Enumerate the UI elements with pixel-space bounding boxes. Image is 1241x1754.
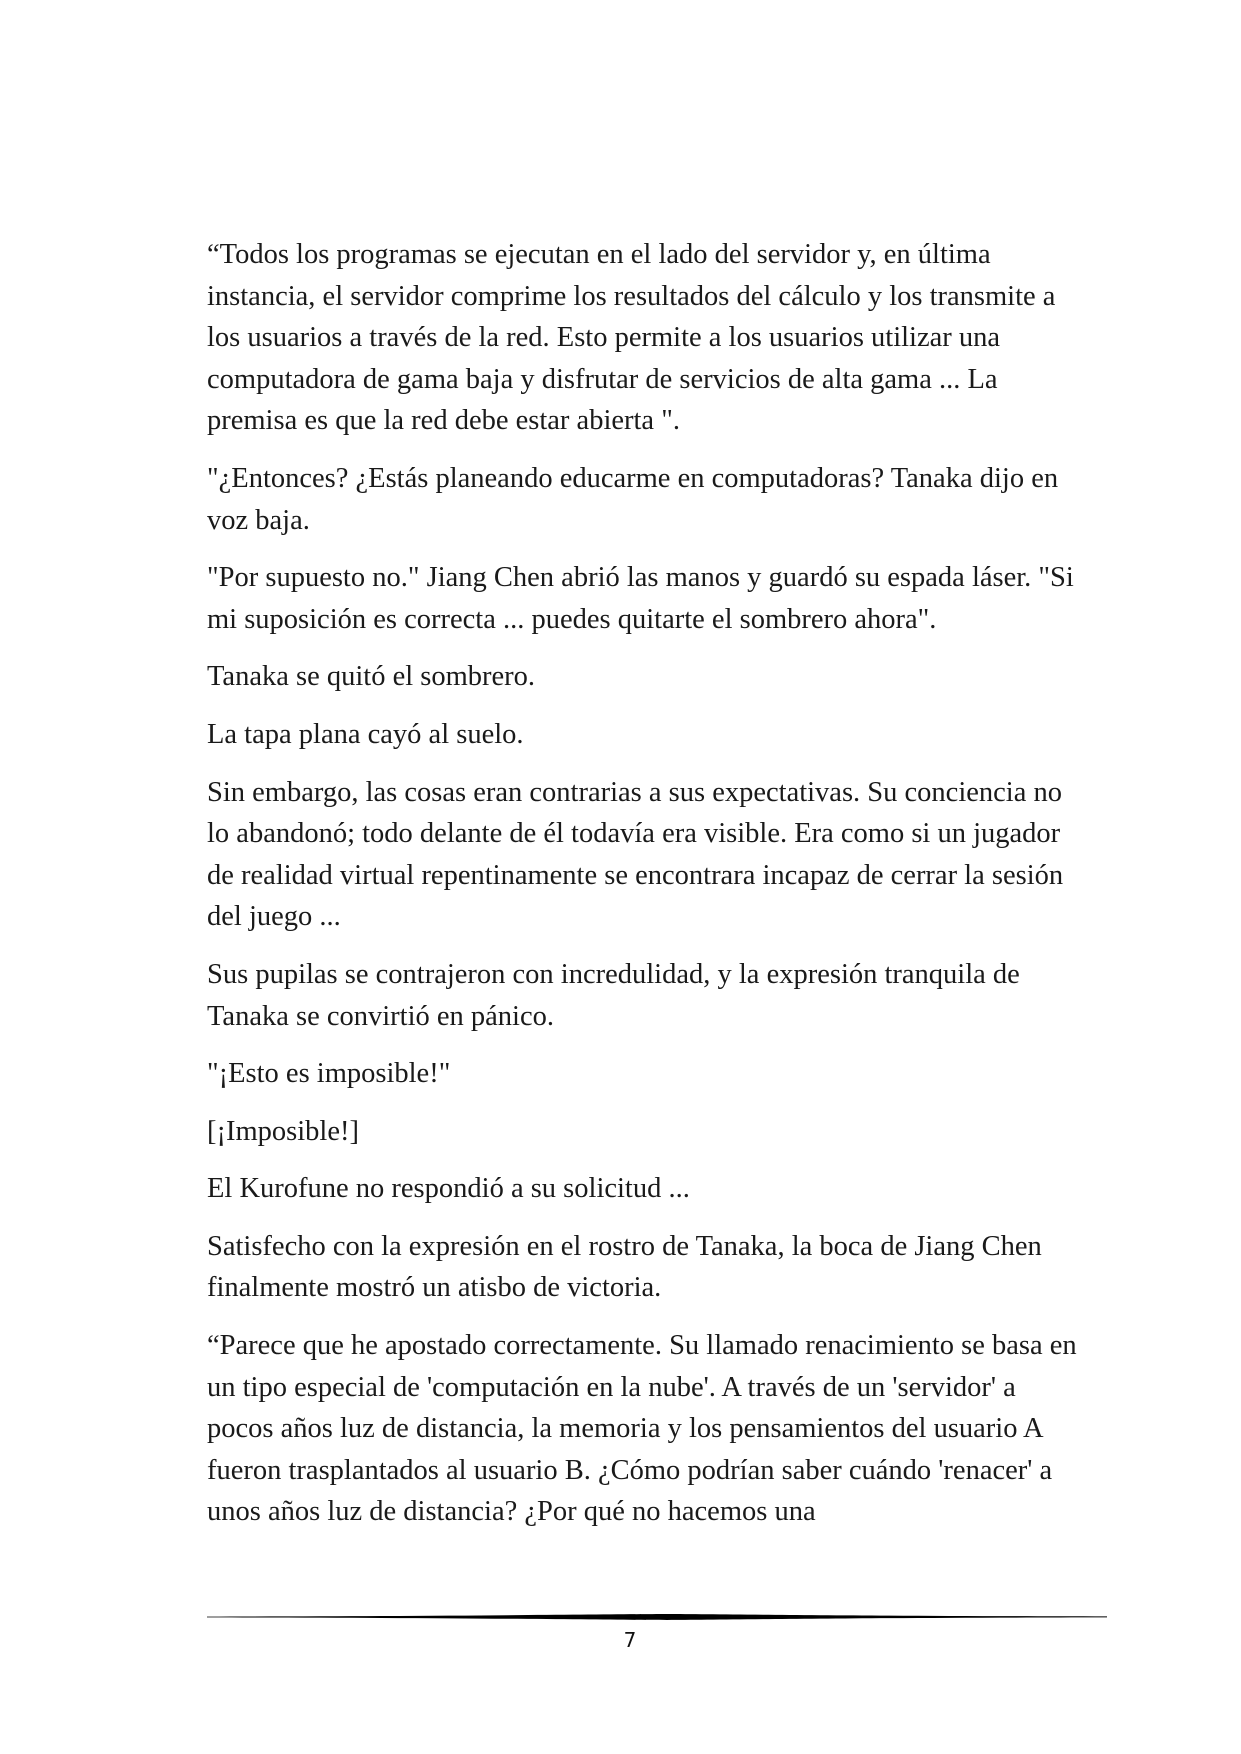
- paragraph: Sus pupilas se contrajeron con incredulidad, y la expresión tranquila de Tanaka se convirtió en pánico.: [207, 958, 1020, 1032]
- paragraph: "¿Entonces? ¿Estás planeando educarme en computadoras? Tanaka dijo en voz baja.: [207, 462, 1059, 536]
- footer-divider-stroke: [207, 1614, 1107, 1620]
- paragraph: Tanaka se quitó el sombrero.: [207, 661, 536, 693]
- page-number: 7: [623, 1628, 637, 1652]
- paragraph: La tapa plana cayó al suelo.: [207, 718, 524, 750]
- paragraph: [¡Imposible!]: [207, 1115, 359, 1147]
- paragraph: Sin embargo, las cosas eran contrarias a sus expectativas. Su conciencia no lo abandonó; todo delante de él todavía era visible. Era como si un jugador de realidad virtual repentinamente se encontrara incapaz de cerrar la sesión del juego ...: [207, 776, 1064, 933]
- paragraph: “Todos los programas se ejecutan en el lado del servidor y, en última instancia, el servidor comprime los resultados del cálculo y los transmite a los usuarios a través de la red. Esto permite a los usuarios utilizar una computadora de gama baja y disfrutar de servicios de alta gama ... La premisa es que la red debe estar abierta ".: [207, 239, 1056, 437]
- paragraph: El Kurofune no respondió a su solicitud ...: [207, 1173, 690, 1205]
- paragraph: “Parece que he apostado correctamente. Su llamado renacimiento se basa en un tipo especial de 'computación en la nube'. A través de un 'servidor' a pocos años luz de distancia, la memoria y los pensamientos del usuario A fueron trasplantados al usuario B. ¿Cómo podrían saber cuándo 'renacer' a unos años luz de distancia? ¿Por qué no hacemos una: [207, 1330, 1077, 1528]
- footer-divider: [207, 1612, 1107, 1622]
- paragraph: "¡Esto es imposible!": [207, 1058, 451, 1090]
- body-text: [207, 234, 1077, 1549]
- paragraph: "Por supuesto no." Jiang Chen abrió las manos y guardó su espada láser. "Si mi suposición es correcta ... puedes quitarte el sombrero ahora".: [207, 562, 1074, 635]
- paragraph: Satisfecho con la expresión en el rostro de Tanaka, la boca de Jiang Chen finalmente mostró un atisbo de victoria.: [207, 1230, 1042, 1304]
